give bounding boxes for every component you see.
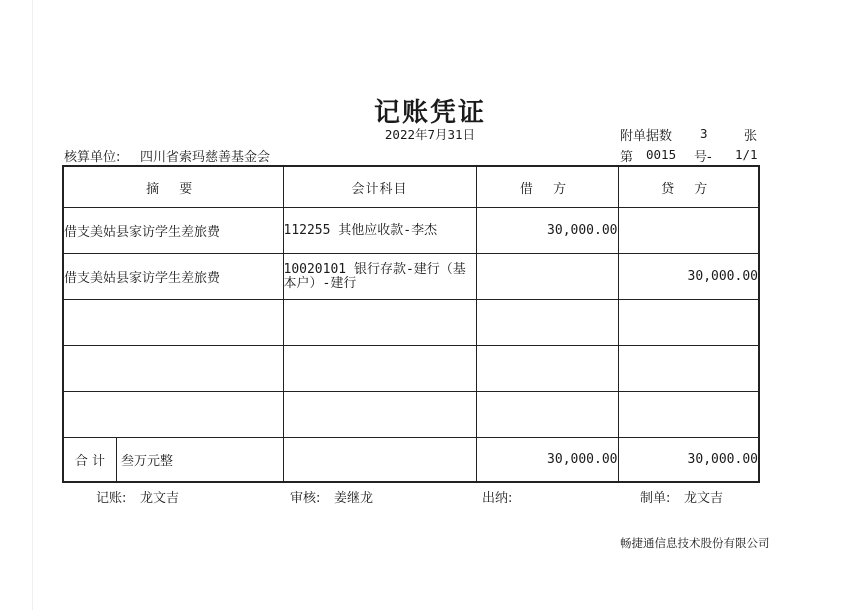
table-row	[63, 300, 759, 346]
row-debit	[476, 346, 618, 392]
row-subject-line1: 10020101 银行存款-建行（基	[283, 261, 466, 277]
row-credit	[618, 346, 759, 392]
table-header-row	[63, 166, 759, 208]
header-credit: 贷 方	[618, 166, 759, 208]
row-subject	[283, 346, 476, 392]
voucher-page: 1/1	[735, 147, 758, 162]
entity-label: 核算单位:	[64, 150, 121, 165]
row-summary	[63, 300, 283, 346]
bookkeeper-name: 龙文吉	[140, 491, 180, 506]
total-subject-blank	[283, 438, 476, 483]
total-label: 合 计	[64, 438, 117, 481]
preparer-label: 制单:	[640, 491, 671, 506]
row-debit: 30,000.00	[476, 208, 618, 254]
table-row	[63, 346, 759, 392]
row-subject	[283, 392, 476, 438]
row-debit	[476, 392, 618, 438]
row-credit	[618, 392, 759, 438]
voucher-title: 记账凭证	[373, 98, 486, 128]
row-subject	[283, 254, 476, 300]
row-credit: 30,000.00	[618, 254, 759, 300]
entity-name: 四川省索玛慈善基金会	[140, 150, 271, 165]
table-row	[63, 254, 759, 300]
preparer-name: 龙文吉	[684, 491, 724, 506]
row-summary	[63, 392, 283, 438]
row-subject-line2: 本户）-建行	[283, 275, 357, 291]
voucher-number-prefix: 第	[620, 150, 634, 165]
row-summary	[63, 346, 283, 392]
row-credit	[618, 208, 759, 254]
total-debit: 30,000.00	[476, 438, 618, 483]
total-in-words: 叁万元整	[121, 454, 174, 469]
bookkeeper-label: 记账:	[96, 491, 127, 506]
header-subject: 会计科目	[283, 166, 476, 208]
row-subject: 112255 其他应收款-李杰	[283, 208, 476, 254]
table-row	[63, 392, 759, 438]
voucher-table	[62, 165, 760, 483]
row-debit	[476, 300, 618, 346]
voucher-number-suffix: 号-	[694, 150, 712, 165]
total-cell	[63, 438, 283, 483]
header-summary: 摘 要	[63, 166, 283, 208]
row-subject	[283, 300, 476, 346]
total-row	[63, 438, 759, 483]
total-credit: 30,000.00	[618, 438, 759, 483]
voucher-date: 2022年7月31日	[384, 127, 476, 142]
reviewer-label: 审核:	[290, 491, 321, 506]
attachments-label: 附单据数	[620, 129, 673, 144]
row-summary: 借支美姑县家访学生差旅费	[63, 254, 283, 300]
cashier-label: 出纳:	[482, 491, 513, 506]
software-vendor: 畅捷通信息技术股份有限公司	[620, 536, 770, 550]
attachments-unit: 张	[744, 129, 758, 144]
row-summary: 借支美姑县家访学生差旅费	[63, 208, 283, 254]
header-debit: 借 方	[476, 166, 618, 208]
attachments-count: 3	[700, 126, 708, 141]
row-credit	[618, 300, 759, 346]
row-debit	[476, 254, 618, 300]
table-row	[63, 208, 759, 254]
voucher-number: 0015	[646, 147, 677, 162]
reviewer-name: 姜继龙	[334, 491, 374, 506]
